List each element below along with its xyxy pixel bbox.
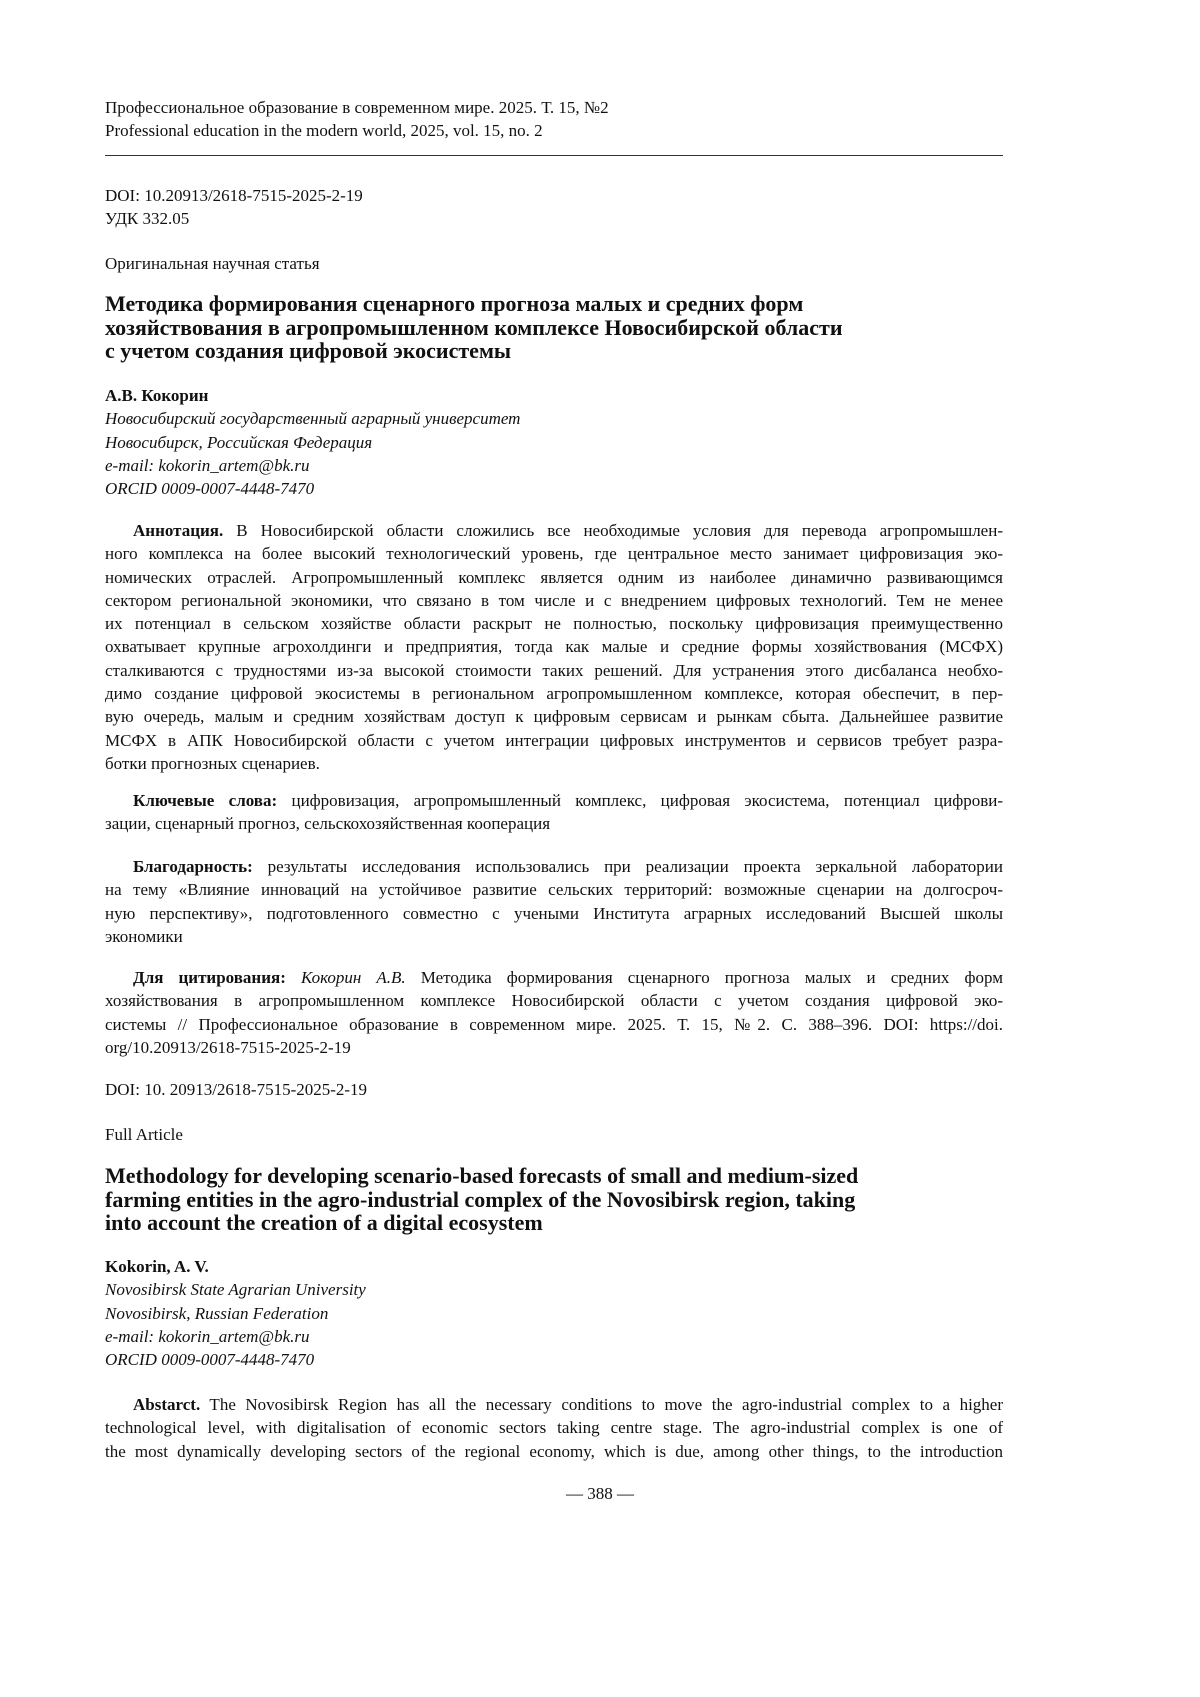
doi-en: DOI: 10. 20913/2618-7515-2025-2-19 bbox=[105, 1078, 1003, 1101]
text-line: ную перспективу», подготовленного совместно с учеными Института аграрных исследований Высшей школы bbox=[105, 902, 1003, 925]
city: Novosibirsk, Russian Federation bbox=[105, 1302, 1003, 1325]
keywords bbox=[105, 789, 1003, 836]
text-line: сталкиваются с трудностями из-за высокой стоимости таких решений. Для устранения этого дисбаланса необхо- bbox=[105, 659, 1003, 682]
annotation-label: Аннотация. bbox=[133, 521, 223, 540]
identifiers bbox=[105, 184, 1003, 231]
header-divider bbox=[105, 155, 1003, 156]
doi: DOI: 10.20913/2618-7515-2025-2-19 bbox=[105, 184, 1003, 207]
text-line: системы // Профессиональное образование в современном мире. 2025. Т. 15, №2. С. 388–396. DOI: https://doi. bbox=[105, 1013, 1003, 1036]
title-line: into account the creation of a digital ecosystem bbox=[105, 1211, 1003, 1235]
author-name: Kokorin, A. V. bbox=[105, 1255, 1003, 1278]
citation bbox=[105, 966, 1003, 1059]
text-line: ботки прогнозных сценариев. bbox=[105, 752, 1003, 775]
acknowledgement-label: Благодарность: bbox=[133, 857, 253, 876]
author-name: А.В. Кокорин bbox=[105, 384, 1003, 407]
text-line: на тему «Влияние инноваций на устойчивое развитие сельских территорий: возможные сценарии на долгосроч- bbox=[105, 878, 1003, 901]
journal-title-en: Professional education in the modern world, 2025, vol. 15, no. 2 bbox=[105, 119, 1003, 142]
article-type-en: Full Article bbox=[105, 1123, 1003, 1146]
udk: УДК 332.05 bbox=[105, 207, 1003, 230]
text-line: экономики bbox=[105, 925, 1003, 948]
acknowledgement bbox=[105, 855, 1003, 948]
text-line: охватывает крупные агрохолдинги и предприятия, тогда как малые и средние формы хозяйствования (МСФХ) bbox=[105, 635, 1003, 658]
orcid: ORCID 0009-0007-4448-7470 bbox=[105, 1348, 1003, 1371]
affiliation: Novosibirsk State Agrarian University bbox=[105, 1278, 1003, 1301]
text-line: цифровизация, агропромышленный комплекс, цифровая экосистема, потенциал цифрови- bbox=[277, 791, 1003, 810]
annotation bbox=[105, 519, 1003, 775]
text-line: ного комплекса на более высокий технологический уровень, где центральное место занимает цифровизация эко- bbox=[105, 542, 1003, 565]
city: Новосибирск, Российская Федерация bbox=[105, 431, 1003, 454]
text-line: The Novosibirsk Region has all the necessary conditions to move the agro-industrial complex to a higher bbox=[200, 1395, 1003, 1414]
text-line: димо создание цифровой экосистемы в региональном агропромышленном комплексе, которая обеспечит, в пер- bbox=[105, 682, 1003, 705]
title-ru bbox=[105, 292, 1003, 363]
text-line: МСФХ в АПК Новосибирской области с учетом интеграции цифровых инструментов и сервисов требует разра- bbox=[105, 729, 1003, 752]
title-en bbox=[105, 1164, 1003, 1235]
journal-title-ru: Профессиональное образование в современном мире. 2025. Т. 15, №2 bbox=[105, 96, 1003, 119]
text-line: сектором региональной экономики, что связано в том числе и с внедрением цифровых технологий. Тем не менее bbox=[105, 589, 1003, 612]
abstract-label: Abstarct. bbox=[133, 1395, 200, 1414]
text-line: В Новосибирской области сложились все необходимые условия для перевода агропромышлен- bbox=[223, 521, 1003, 540]
email: e-mail: kokorin_artem@bk.ru bbox=[105, 1325, 1003, 1348]
email: e-mail: kokorin_artem@bk.ru bbox=[105, 454, 1003, 477]
text-line: вую очередь, малым и средним хозяйствам доступ к цифровым сервисам и рынкам сбыта. Дальнейшее развитие bbox=[105, 705, 1003, 728]
orcid: ORCID 0009-0007-4448-7470 bbox=[105, 477, 1003, 500]
title-line: хозяйствования в агропромышленном комплексе Новосибирской области bbox=[105, 316, 1003, 340]
citation-label: Для цитирования: bbox=[133, 968, 286, 987]
text-line: их потенциал в сельском хозяйстве области раскрыт не полностью, поскольку цифровизация преимущественно bbox=[105, 612, 1003, 635]
author-block-ru bbox=[105, 384, 1003, 500]
title-line: farming entities in the agro-industrial complex of the Novosibirsk region, taking bbox=[105, 1188, 1003, 1212]
article-type-ru: Оригинальная научная статья bbox=[105, 252, 1003, 275]
citation-author: Кокорин А.В. bbox=[286, 968, 406, 987]
title-line: с учетом создания цифровой экосистемы bbox=[105, 339, 1003, 363]
text-line: результаты исследования использовались при реализации проекта зеркальной лаборатории bbox=[253, 857, 1003, 876]
text-line: хозяйствования в агропромышленном комплексе Новосибирской области с учетом создания цифровой эко- bbox=[105, 989, 1003, 1012]
abstract bbox=[105, 1393, 1003, 1463]
text-line: technological level, with digitalisation of economic sectors taking centre stage. The agro-industrial complex is one of bbox=[105, 1416, 1003, 1439]
title-line: Methodology for developing scenario-based forecasts of small and medium-sized bbox=[105, 1164, 1003, 1188]
text-line: зации, сценарный прогноз, сельскохозяйственная кооперация bbox=[105, 812, 1003, 835]
text-line: Методика формирования сценарного прогноза малых и средних форм bbox=[406, 968, 1003, 987]
author-block-en bbox=[105, 1255, 1003, 1371]
page-number: — 388 — bbox=[0, 1484, 1200, 1504]
keywords-label: Ключевые слова: bbox=[133, 791, 277, 810]
text-line: the most dynamically developing sectors of the regional economy, which is due, among other things, to the introduction bbox=[105, 1440, 1003, 1463]
text-line: номических отраслей. Агропромышленный комплекс является одним из наиболее динамично развивающимся bbox=[105, 566, 1003, 589]
citation-doi-link[interactable]: org/10.20913/2618-7515-2025-2-19 bbox=[105, 1036, 1003, 1059]
title-line: Методика формирования сценарного прогноза малых и средних форм bbox=[105, 292, 1003, 316]
affiliation: Новосибирский государственный аграрный университет bbox=[105, 407, 1003, 430]
running-header bbox=[105, 96, 1003, 143]
